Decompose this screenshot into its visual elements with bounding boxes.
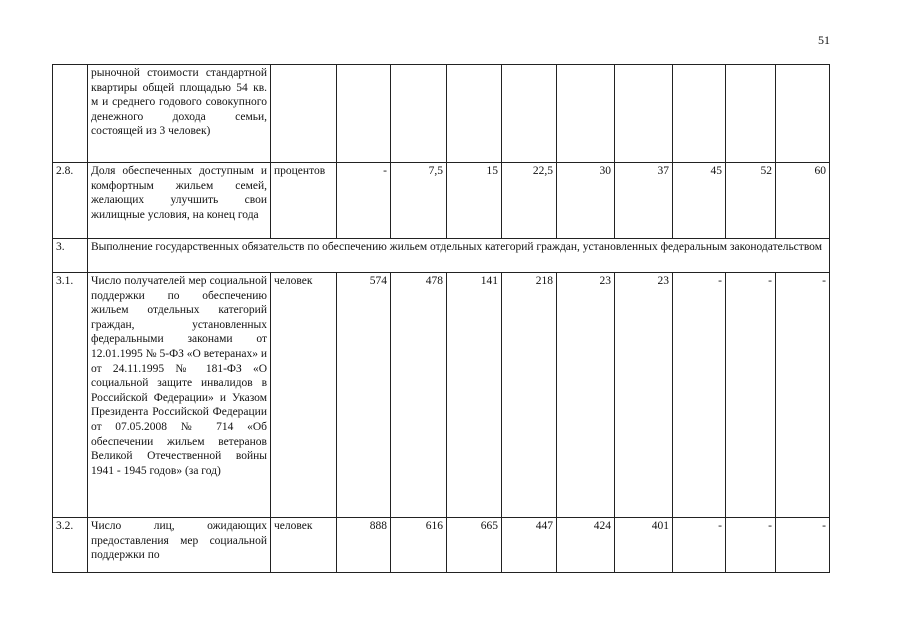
row-value: 616: [391, 518, 447, 573]
row-value: -: [776, 518, 830, 573]
row-number: 3.2.: [53, 518, 88, 573]
row-value: 478: [391, 273, 447, 518]
row-value: [557, 65, 615, 163]
row-number: 2.8.: [53, 163, 88, 239]
row-value: 37: [615, 163, 673, 239]
row-value: [447, 65, 502, 163]
row-description: Число получателей мер социальной поддержки по обеспечению жильем отдельных категорий граждан, установленных федеральными законами от 12.01.1995 № 5-ФЗ «О ветеранах» и от 24.11.1995 № 181-ФЗ «О социальной защите инвалидов в Российской Федерации» и Указом Президента Российской Федерации от 07.05.2008 № 714 «Об обеспечении жильем ветеранов Великой Отечественной войны 1941 - 1945 годов» (за год): [88, 273, 271, 518]
row-value: -: [673, 273, 726, 518]
table-row: [53, 163, 830, 239]
row-value: -: [726, 518, 776, 573]
row-value: 52: [726, 163, 776, 239]
row-value: 447: [502, 518, 557, 573]
row-value: -: [337, 163, 391, 239]
row-unit: процентов: [271, 163, 337, 239]
row-value: 141: [447, 273, 502, 518]
row-unit: человек: [271, 273, 337, 518]
row-value: 888: [337, 518, 391, 573]
row-value: 7,5: [391, 163, 447, 239]
row-value: 30: [557, 163, 615, 239]
row-value: [615, 65, 673, 163]
section-number: 3.: [53, 239, 88, 273]
row-value: 15: [447, 163, 502, 239]
row-description: Доля обеспеченных доступным и комфортным жильем семей, желающих улучшить свои жилищные условия, на конец года: [88, 163, 271, 239]
table-row: [53, 273, 830, 518]
row-value: 665: [447, 518, 502, 573]
row-value: -: [776, 273, 830, 518]
row-value: -: [673, 518, 726, 573]
table-row: [53, 65, 830, 163]
indicators-table: [52, 64, 830, 573]
row-unit: человек: [271, 518, 337, 573]
row-value: 22,5: [502, 163, 557, 239]
section-row: [53, 239, 830, 273]
row-description: рыночной стоимости стандартной квартиры общей площадью 54 кв. м и среднего годового совокупного денежного дохода семьи, состоящей из 3 человек): [88, 65, 271, 163]
row-value: 60: [776, 163, 830, 239]
row-value: 424: [557, 518, 615, 573]
row-value: [776, 65, 830, 163]
row-value: 45: [673, 163, 726, 239]
row-value: 401: [615, 518, 673, 573]
section-title: Выполнение государственных обязательств по обеспечению жильем отдельных категорий граждан, установленных федеральным законодательством: [88, 239, 830, 273]
row-value: -: [726, 273, 776, 518]
row-value: [726, 65, 776, 163]
row-value: 574: [337, 273, 391, 518]
row-unit: [271, 65, 337, 163]
row-value: [673, 65, 726, 163]
table-row: [53, 518, 830, 573]
row-value: 23: [615, 273, 673, 518]
row-value: 23: [557, 273, 615, 518]
row-value: [502, 65, 557, 163]
row-number: 3.1.: [53, 273, 88, 518]
row-description: Число лиц, ожидающих предоставления мер социальной поддержки по: [88, 518, 271, 573]
row-value: [337, 65, 391, 163]
row-value: [391, 65, 447, 163]
page-number: 51: [818, 33, 830, 47]
row-number: [53, 65, 88, 163]
row-value: 218: [502, 273, 557, 518]
